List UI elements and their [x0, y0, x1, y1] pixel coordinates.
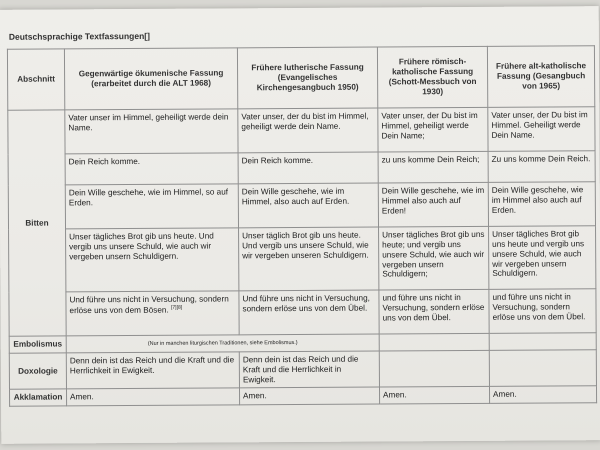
table-cell: zu uns komme Dein Reich; — [378, 151, 488, 183]
table-caption: Deutschsprachige Textfassungen[] — [8, 30, 150, 42]
table-row — [8, 151, 595, 186]
table-cell: Unser tägliches Brot gib uns heute und vergib uns unsere Schuld, wie auch wir vergeben unsern Schuldigern. — [489, 226, 596, 290]
table-row — [10, 386, 597, 406]
table-cell: und führe uns nicht in Versuchung, sondern erlöse uns von dem Übel. — [489, 289, 596, 334]
table-cell: Dein Reich komme. — [238, 152, 378, 184]
section-akklamation: Akklamation — [10, 389, 67, 406]
table-cell — [379, 333, 489, 351]
table-cell — [379, 350, 489, 387]
table-cell — [489, 333, 596, 350]
table-cell: Vater unser, der Du bist im Himmel, geheiligt werde Dein Name; — [378, 107, 488, 152]
header-abschnitt: Abschnitt — [7, 49, 64, 110]
header-row — [7, 46, 594, 111]
table-cell: Dein Wille geschehe, wie im Himmel, so auf Erden. — [65, 184, 238, 229]
table-cell: Dein Wille geschehe, wie im Himmel also auch auf Erden. — [488, 182, 595, 227]
table-cell: Dein Wille geschehe, wie im Himmel, also auch auf Erden. — [238, 183, 378, 228]
table-cell: Vater unser im Himmel, geheiligt werde dein Name. — [65, 109, 238, 154]
table-cell: und führe uns nicht in Versuchung, sondern erlöse uns von dem Übel. — [379, 289, 489, 334]
header-oekumenisch: Gegenwärtige ökumenische Fassung (erarbeitet durch die ALT 1968) — [64, 48, 237, 110]
document-page — [0, 6, 600, 444]
cell-text: Und führe uns nicht in Versuchung, sondern erlöse uns von dem Bösen. — [69, 294, 229, 315]
table-cell: Amen. — [379, 387, 489, 405]
table-cell: Unser tägliches Brot gib uns heute; und vergib uns unsere Schuld, wie auch wir vergeben unsern Schuldigern; — [379, 226, 489, 290]
table-cell: Dein Reich komme. — [65, 153, 238, 185]
table-cell — [489, 350, 596, 387]
table-row — [9, 289, 596, 337]
table-cell: Zu uns komme Dein Reich. — [488, 151, 595, 183]
table-cell: Denn dein ist das Reich und die Kraft und die Herrlichkeit in Ewigkeit. — [66, 352, 239, 390]
header-roemisch-katholisch: Frühere römisch-katholische Fassung (Schott-Messbuch von 1930) — [377, 46, 487, 108]
header-alt-katholisch: Frühere alt-katholische Fassung (Gesangbuch von 1965) — [487, 46, 594, 108]
table-row — [8, 182, 595, 230]
table-cell — [66, 291, 239, 336]
table-cell: Unser tägliches Brot gib uns heute. Und vergib uns unsere Schuld, wie auch wir vergeben unsern Schuldigern. — [66, 228, 239, 292]
header-lutherisch: Frühere lutherische Fassung (Evangelisches Kirchengesangbuch 1950) — [237, 47, 377, 109]
table-cell: Amen. — [489, 386, 596, 403]
lord-prayer-table — [7, 45, 597, 407]
table-cell: Amen. — [239, 387, 379, 405]
table-cell: Unser täglich Brot gib uns heute. Und vergib uns unsere Schuld, wie wir vergeben unseren Schuldigern. — [239, 227, 379, 291]
table-row — [8, 107, 595, 155]
section-bitten: Bitten — [8, 110, 66, 336]
table-cell: Vater unser, der du bist im Himmel, geheiligt werde dein Name. — [238, 108, 378, 153]
table-row — [9, 350, 596, 390]
table-cell: Dein Wille geschehe, wie im Himmel also auch auf Erden! — [378, 182, 488, 227]
table-cell: Und führe uns nicht in Versuchung, sondern erlöse uns von dem Übel. — [239, 290, 379, 335]
table-cell: Amen. — [66, 388, 239, 406]
section-doxologie: Doxologie — [9, 353, 66, 390]
section-embolismus: Embolismus — [9, 336, 66, 353]
table-cell: Vater unser, der Du bist im Himmel. Geheiligt werde Dein Name. — [488, 107, 595, 152]
embolismus-note: (Nur in manchen liturgischen Traditionen, siehe Embolismus.) — [66, 334, 379, 353]
table-row — [9, 226, 596, 293]
table-cell: Denn dein ist das Reich und die Kraft und die Herrlichkeit in Ewigkeit. — [239, 351, 379, 388]
footnote-ref[interactable]: [7][8] — [170, 304, 183, 311]
